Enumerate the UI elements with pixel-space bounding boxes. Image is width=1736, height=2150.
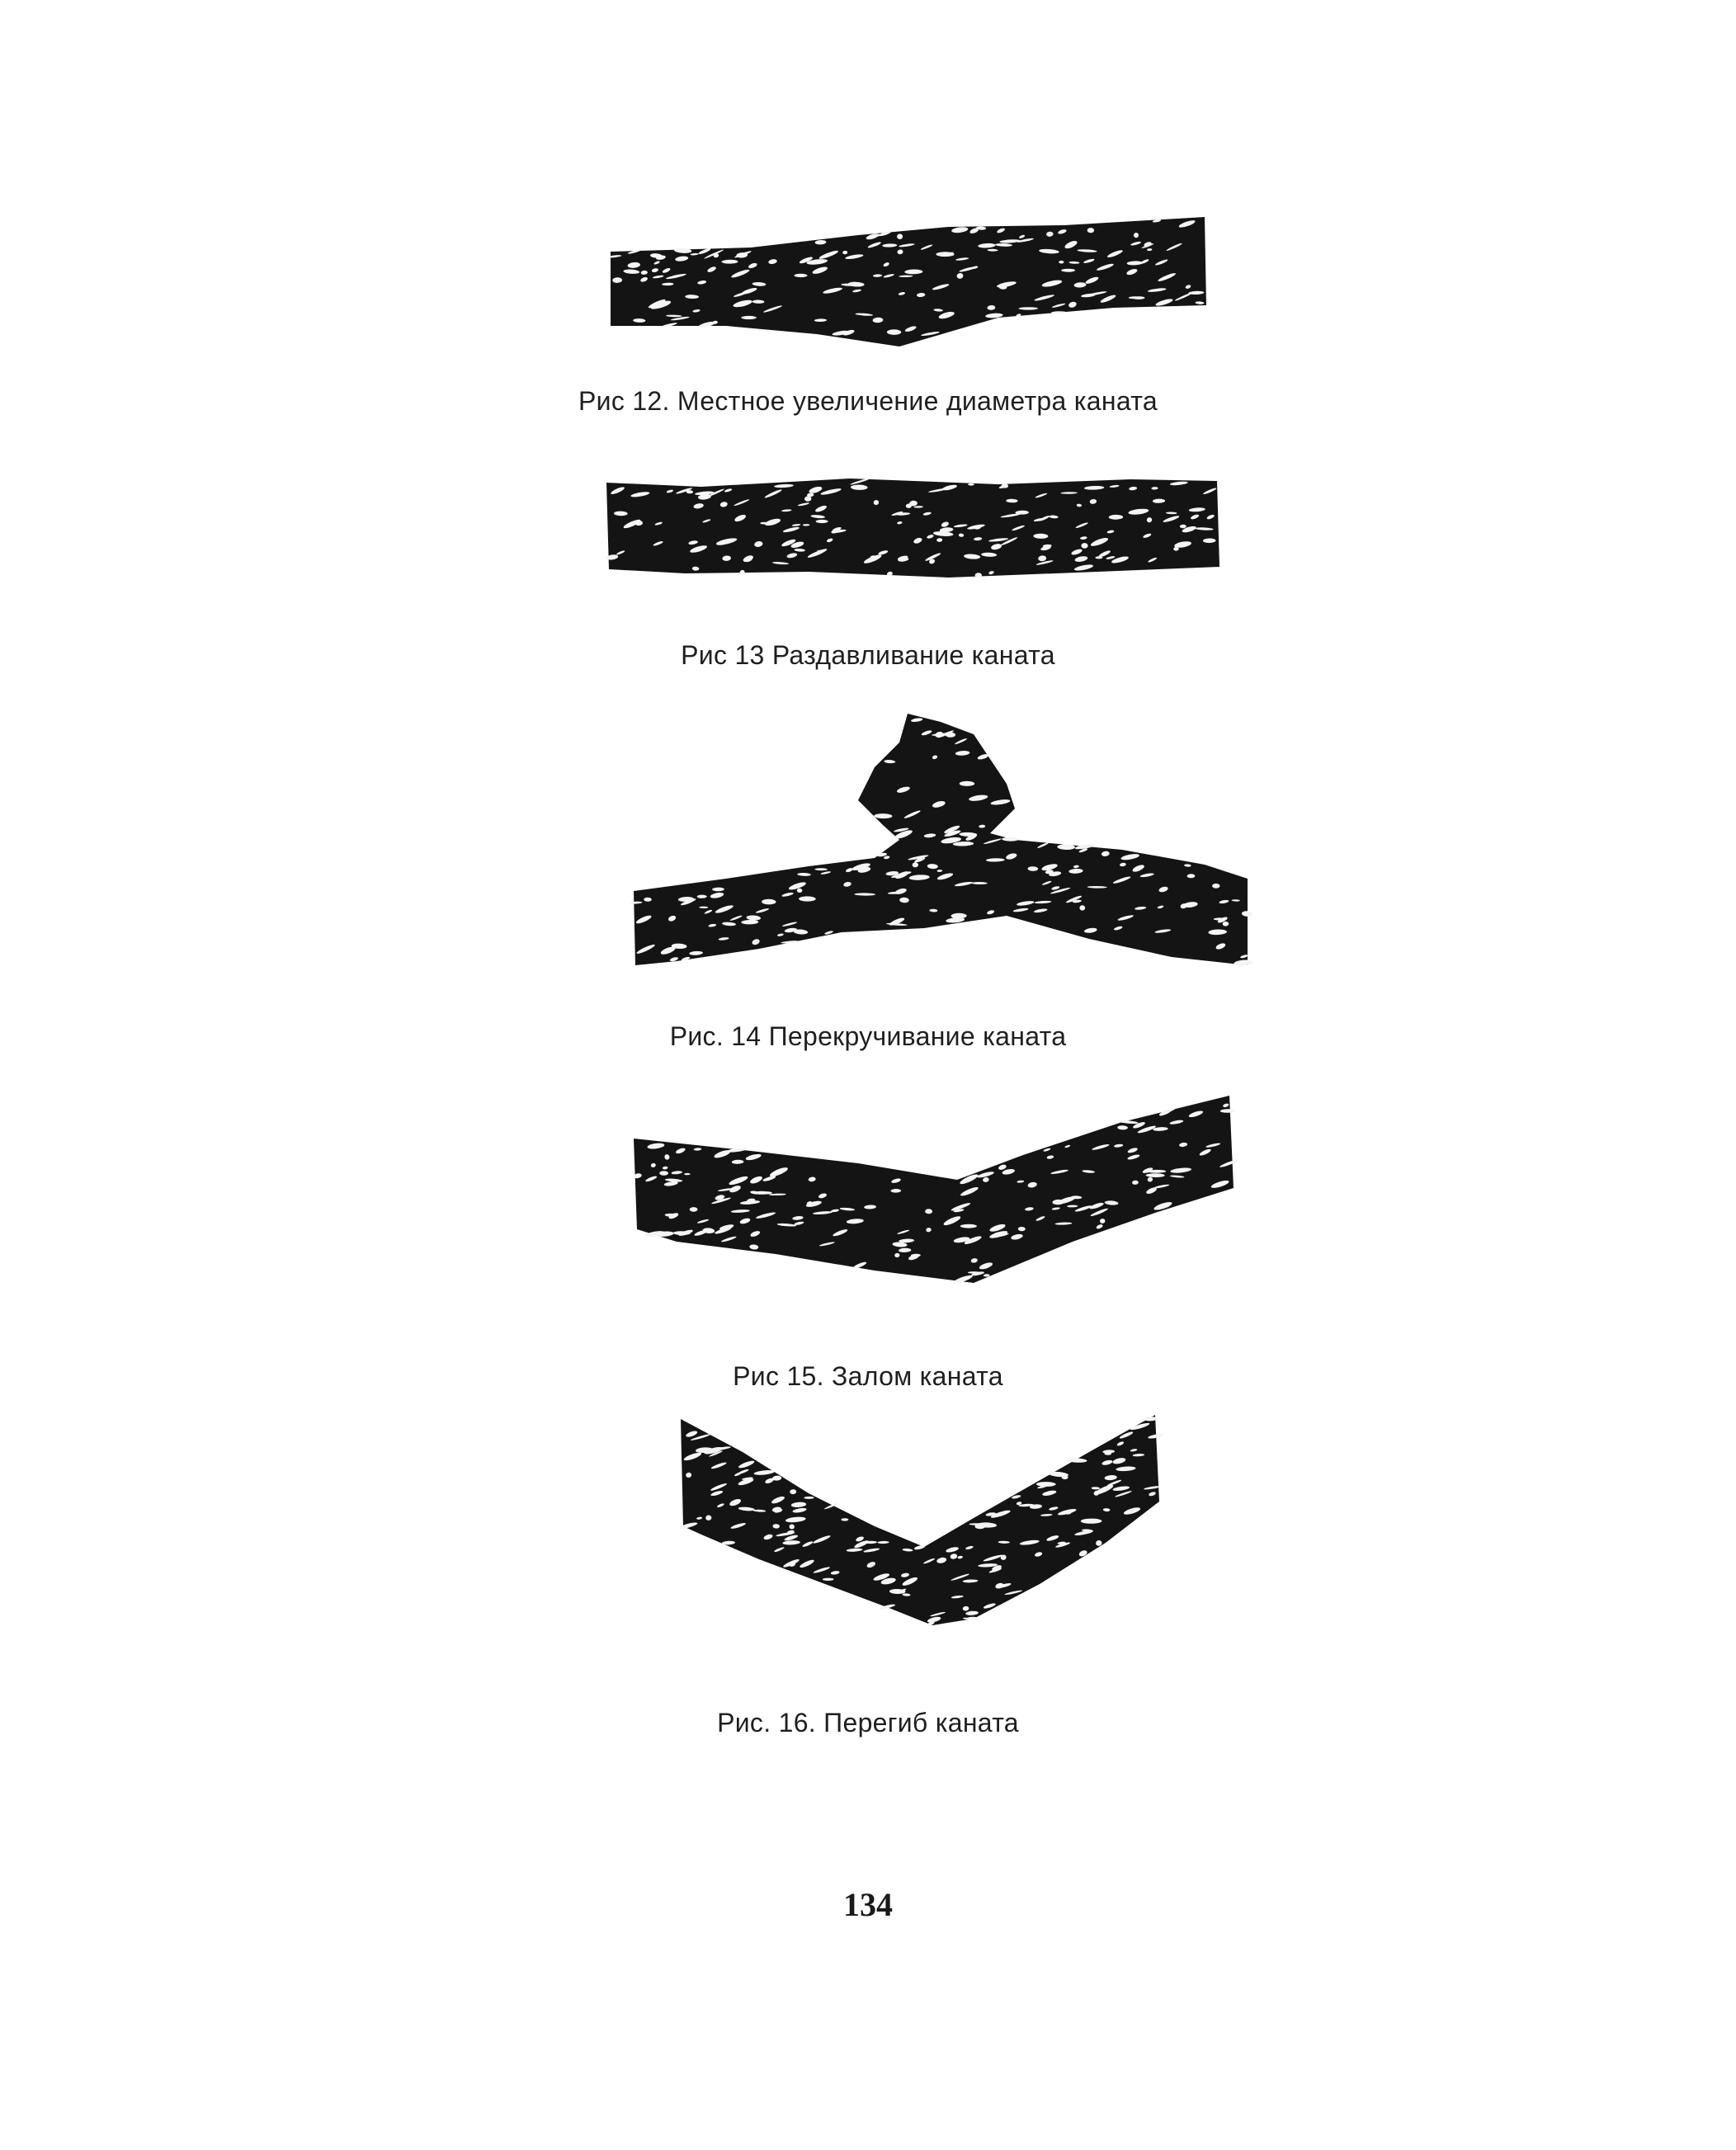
- figure-caption: Рис 12. Местное увеличение диаметра каната: [578, 386, 1158, 416]
- figure-caption: Рис. 14 Перекручивание каната: [669, 1021, 1067, 1051]
- figure-caption: Рис 15. Залом каната: [733, 1361, 1003, 1391]
- wire-highlight: [1001, 483, 1008, 488]
- wire-highlight: [659, 1171, 668, 1176]
- rope-illustration-14: [627, 693, 1254, 974]
- wire-highlight: [968, 483, 974, 486]
- wire-highlight: [960, 781, 974, 786]
- rope-illustration-16: [677, 1403, 1172, 1634]
- wire-highlight: [697, 895, 707, 898]
- page-number: 134: [843, 1886, 893, 1923]
- rope-illustration-15: [627, 1089, 1238, 1304]
- rope-illustration-13: [602, 474, 1229, 582]
- wire-highlight: [1214, 917, 1227, 920]
- rope-illustration-12: [602, 210, 1213, 359]
- wire-highlight: [1062, 1475, 1068, 1479]
- wire-highlight: [968, 1271, 980, 1274]
- figure-caption: Рис 13 Раздавливание каната: [681, 640, 1055, 670]
- figure-caption: Рис. 16. Перегиб каната: [717, 1708, 1019, 1737]
- wire-highlight: [1212, 884, 1219, 889]
- wire-highlight: [1061, 269, 1075, 272]
